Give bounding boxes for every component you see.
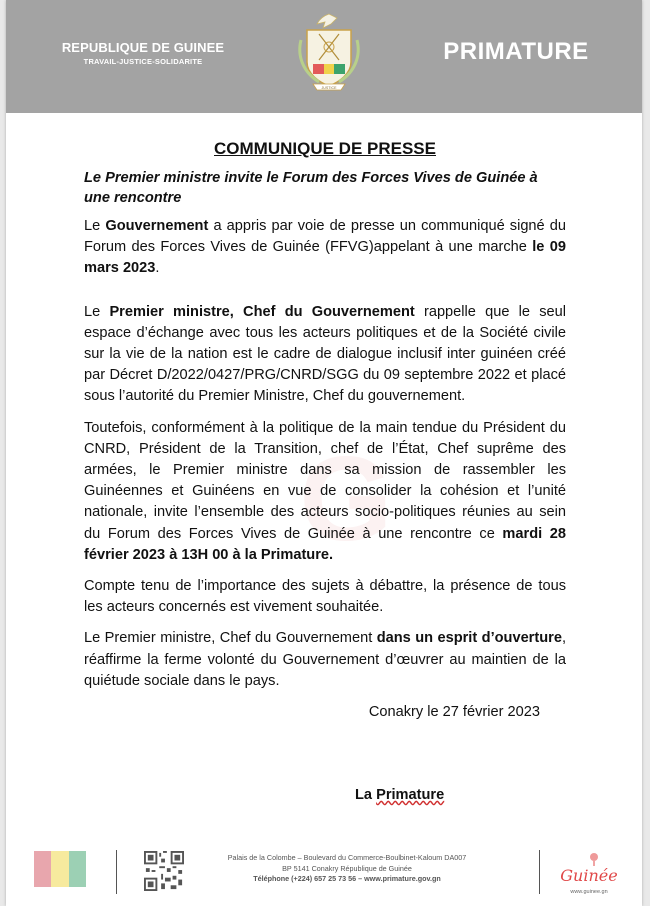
national-motto: TRAVAIL-JUSTICE-SOLIDARITE xyxy=(83,57,203,66)
letterhead-footer xyxy=(6,830,642,906)
coat-ribbon-text: JUSTICE xyxy=(321,86,337,90)
republic-title: REPUBLIQUE DE GUINEE xyxy=(61,40,225,55)
coat-of-arms-icon xyxy=(289,10,369,95)
footer-address xyxy=(192,853,502,885)
address-line-1: Palais de la Colombe – Boulevard du Commerce-Boulbinet-Kaloum DA007 xyxy=(227,853,467,862)
svg-text:G: G xyxy=(299,440,393,566)
paragraph-2 xyxy=(84,302,566,408)
flag-yellow-stripe xyxy=(51,851,68,887)
p3-bold-meeting-time: mardi 28 février 2023 à 13H 00 à la Primature. xyxy=(84,525,566,563)
signature-block xyxy=(355,787,444,803)
signature-name: Primature xyxy=(376,787,445,803)
p5-text-a: Le Premier ministre, Chef du Gouvernement xyxy=(84,630,377,647)
paragraph-5 xyxy=(84,628,566,692)
address-line-3[interactable]: Téléphone (+224) 657 25 73 56 – www.primature.gov.gn xyxy=(253,874,441,883)
brand-leaf-icon xyxy=(588,852,600,866)
communique-body xyxy=(84,138,566,723)
p3-text-a: Toutefois, conformément à la politique de la main tendue du Président du CNRD, Président de la Transition, chef de l’État, Chef suprême des armées, le Premier ministre dans sa mission de rassembler les Guinéennes et Guinéens en vue de consolider la cohésion et l’unité nationale, invite l’ensemble des acteurs socio-politiques réunies au sein du Forum des Forces Vives de Guinée à une rencontre ce xyxy=(84,419,566,542)
p1-bold-gouvernement: Gouvernement xyxy=(105,218,209,234)
office-name: PRIMATURE xyxy=(443,38,589,65)
qr-code-icon[interactable] xyxy=(144,851,184,891)
p5-text-c: , réaffirme la ferme volonté du Gouvernement d’œuvrer au maintien de la quiétude sociale dans le pays. xyxy=(84,630,566,689)
brand-url[interactable]: www.guinee.gn xyxy=(570,889,608,895)
p2-text-c: rappelle que le seul espace d’échange avec tous les acteurs politiques et de la Société civile sur la vie de la nation est le cadre de dialogue inclusif inter guinéen créé par Décret D/2022/0427/PRG/CNRD/SGG du 09 septembre 2022 et placé sous l’autorité du Premier Ministre, Chef du gouvernement. xyxy=(84,303,567,405)
paragraph-4: Compte tenu de l’importance des sujets à débattre, la présence de tous les acteurs concernés est vivement souhaitée. xyxy=(84,578,566,616)
p1-bold-date: le 09 mars 2023 xyxy=(84,239,567,277)
document-subtitle: Le Premier ministre invite le Forum des Forces Vives de Guinée à une rencontre xyxy=(84,170,538,206)
p5-bold-ouverture: dans un esprit d’ouverture xyxy=(376,630,562,647)
p2-text-a: Le xyxy=(84,303,110,320)
republic-block xyxy=(48,40,238,66)
p1-text-e: . xyxy=(155,260,160,277)
place-and-date: Conakry le 27 février 2023 xyxy=(368,704,540,721)
guinee-brand-logo xyxy=(554,852,624,898)
flag-red-stripe xyxy=(34,851,51,887)
paragraph-1 xyxy=(84,216,566,280)
signature-prefix: La xyxy=(355,787,377,803)
p1-text-a: Le xyxy=(84,218,106,234)
letterhead-banner xyxy=(6,0,642,113)
footer-divider-right xyxy=(539,850,540,894)
document-title: COMMUNIQUE DE PRESSE xyxy=(214,139,436,158)
guinea-flag-icon xyxy=(34,851,86,887)
flag-green-stripe xyxy=(69,851,86,887)
address-line-2: BP 5141 Conakry République de Guinée xyxy=(282,863,412,873)
paragraph-3 xyxy=(84,418,566,566)
footer-divider-left xyxy=(116,850,117,894)
brand-word: Guinée xyxy=(560,866,618,885)
p2-bold-premier-ministre: Premier ministre, Chef du Gouvernement xyxy=(109,303,415,320)
document-page xyxy=(6,0,642,906)
p1-text-c: a appris par voie de presse un communiqué signé du Forum des Forces Vives de Guinée (FFVG)appelant à une marche xyxy=(84,218,566,256)
